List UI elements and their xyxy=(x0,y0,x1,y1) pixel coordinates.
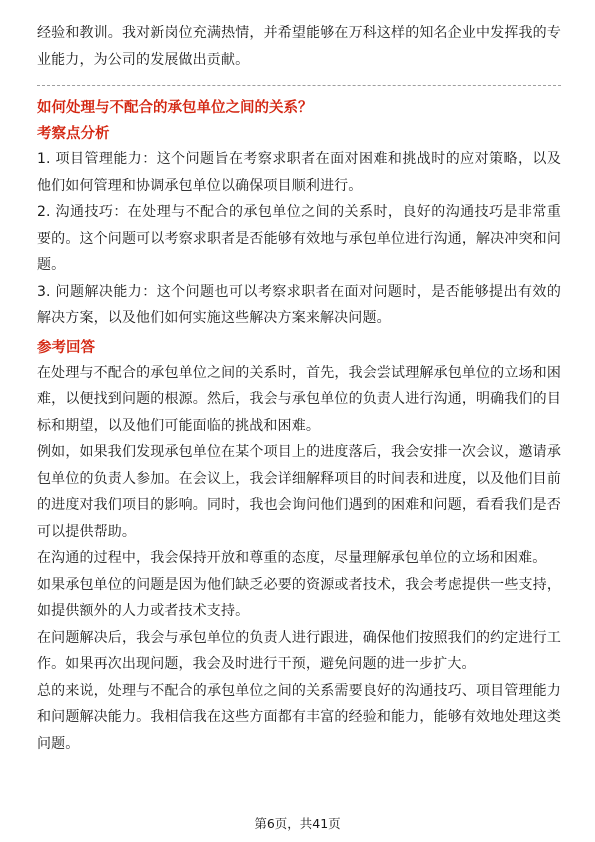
answer-paragraph-5: 在问题解决后，我会与承包单位的负责人进行跟进，确保他们按照我们的约定进行工作。如果再次出现问题，我会及时进行干预，避免问题的进一步扩大。 xyxy=(37,629,561,672)
answer-paragraph-3: 在沟通的过程中，我会保持开放和尊重的态度，尽量理解承包单位的立场和困难。 xyxy=(37,550,547,566)
answer-paragraph-2: 例如，如果我们发现承包单位在某个项目上的进度落后，我会安排一次会议，邀请承包单位的负责人参加。在会议上，我会详细解释项目的时间表和进度，以及他们目前的进度对我们项目的影响。同时，我也会询问他们遇到的困难和问题，看看我们是否可以提供帮助。 xyxy=(37,444,561,540)
analysis-heading: 考察点分析 xyxy=(37,126,110,142)
analysis-item-3: 3. 问题解决能力：这个问题也可以考察求职者在面对问题时，是否能够提出有效的解决方案，以及他们如何实施这些解决方案来解决问题。 xyxy=(37,283,561,326)
section-divider xyxy=(37,85,561,86)
answer-heading: 参考回答 xyxy=(37,339,95,356)
analysis-item-1: 1. 项目管理能力：这个问题旨在考察求职者在面对困难和挑战时的应对策略，以及他们如何管理和协调承包单位以确保项目顺利进行。 xyxy=(37,151,561,194)
answer-paragraph-1: 在处理与不配合的承包单位之间的关系时，首先，我会尝试理解承包单位的立场和困难，以便找到问题的根源。然后，我会与承包单位的负责人进行沟通，明确我们的目标和期望，以及他们可能面临的挑战和困难。 xyxy=(37,364,561,434)
answer-paragraph-4: 如果承包单位的问题是因为他们缺乏必要的资源或者技术，我会考虑提供一些支持，如提供额外的人力或者技术支持。 xyxy=(37,576,561,619)
page-number: 第6页，共41页 xyxy=(254,816,341,831)
question-title: 如何处理与不配合的承包单位之间的关系？ xyxy=(37,100,313,116)
analysis-item-2: 2. 沟通技巧：在处理与不配合的承包单位之间的关系时，良好的沟通技巧是非常重要的。这个问题可以考察求职者是否能够有效地与承包单位进行沟通，解决冲突和问题。 xyxy=(37,204,561,273)
document-page xyxy=(37,20,561,757)
intro-paragraph: 经验和教训。我对新岗位充满热情，并希望能够在万科这样的知名企业中发挥我的专业能力，为公司的发展做出贡献。 xyxy=(37,25,561,68)
answer-paragraph-6: 总的来说，处理与不配合的承包单位之间的关系需要良好的沟通技巧、项目管理能力和问题解决能力。我相信我在这些方面都有丰富的经验和能力，能够有效地处理这类问题。 xyxy=(37,682,561,752)
